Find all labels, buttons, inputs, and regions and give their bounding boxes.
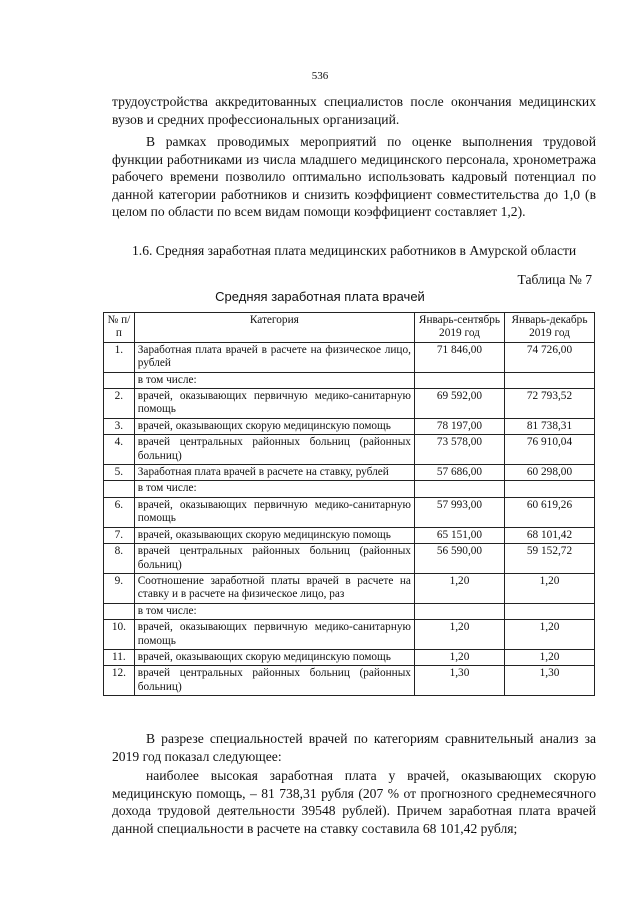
row-value-jan-sep: 73 578,00 [414, 435, 504, 465]
table-row [104, 435, 595, 465]
row-category: врачей центральных районных больниц (районных больниц) [134, 544, 414, 574]
table-title: Средняя заработная плата врачей [215, 289, 425, 304]
row-value-jan-sep [414, 603, 504, 619]
row-value-jan-dec: 60 619,26 [505, 497, 595, 527]
row-value-jan-sep: 71 846,00 [414, 342, 504, 372]
paragraph-analysis: В разрезе специальностей врачей по категориям сравнительный анализ за 2019 год показал следующее: [112, 731, 596, 764]
row-value-jan-sep: 57 993,00 [414, 497, 504, 527]
row-number: 3. [104, 418, 135, 434]
row-number: 5. [104, 465, 135, 481]
table-row [104, 389, 595, 419]
table-row [104, 544, 595, 574]
header-jan-sep: Январь-сентябрь 2019 год [414, 313, 504, 343]
row-number: 8. [104, 544, 135, 574]
row-value-jan-sep: 78 197,00 [414, 418, 504, 434]
table-row [104, 481, 595, 497]
row-category: в том числе: [134, 481, 414, 497]
row-value-jan-sep: 1,30 [414, 666, 504, 696]
row-number: 1. [104, 342, 135, 372]
row-category: врачей, оказывающих скорую медицинскую помощь [134, 418, 414, 434]
row-number: 4. [104, 435, 135, 465]
table-row [104, 620, 595, 650]
row-number: 10. [104, 620, 135, 650]
row-value-jan-dec: 1,20 [505, 573, 595, 603]
header-jan-dec: Январь-декабрь 2019 год [505, 313, 595, 343]
table-number: Таблица № 7 [517, 272, 592, 287]
row-value-jan-sep: 1,20 [414, 649, 504, 665]
paragraph-measures: В рамках проводимых мероприятий по оценке выполнения трудовой функции работниками из числа младшего медицинского персонала, хронометража рабочего времени позволило оптимально использовать кадровый потенциал по данной категории работников и снизить коэффициент совместительства до 1,0 (в целом по области по всем видам помощи коэффициент составляет 1,2). [112, 134, 596, 219]
row-category: Заработная плата врачей в расчете на ставку, рублей [134, 465, 414, 481]
table-row [104, 497, 595, 527]
row-value-jan-dec: 1,20 [505, 649, 595, 665]
paragraph-highest-salary: наиболее высокая заработная плата у врачей, оказывающих скорую медицинскую помощь, – 81 738,31 рубля (207 % от прогнозного среднемесячного дохода трудовой деятельности 39548 рублей). Причем заработная плата врачей данной специальности в расчете на ставку составила 68 101,42 рубля; [112, 768, 596, 836]
row-number [104, 481, 135, 497]
header-category: Категория [134, 313, 414, 343]
row-value-jan-dec: 60 298,00 [505, 465, 595, 481]
row-category: в том числе: [134, 603, 414, 619]
row-number: 9. [104, 573, 135, 603]
row-category: врачей, оказывающих скорую медицинскую помощь [134, 649, 414, 665]
row-value-jan-dec [505, 603, 595, 619]
table-row [104, 418, 595, 434]
row-value-jan-sep [414, 372, 504, 388]
row-category: врачей, оказывающих скорую медицинскую помощь [134, 527, 414, 543]
table-row [104, 603, 595, 619]
table-row [104, 666, 595, 696]
row-value-jan-sep: 69 592,00 [414, 389, 504, 419]
row-value-jan-dec [505, 481, 595, 497]
header-num: № п/п [104, 313, 135, 343]
row-value-jan-dec: 72 793,52 [505, 389, 595, 419]
row-number: 6. [104, 497, 135, 527]
table-row [104, 527, 595, 543]
table-row [104, 372, 595, 388]
row-value-jan-sep [414, 481, 504, 497]
page-number: 536 [311, 70, 329, 82]
row-category: врачей, оказывающих первичную медико-санитарную помощь [134, 497, 414, 527]
row-number: 11. [104, 649, 135, 665]
table-row [104, 573, 595, 603]
table-row [104, 649, 595, 665]
row-number: 7. [104, 527, 135, 543]
row-value-jan-sep: 57 686,00 [414, 465, 504, 481]
table-row [104, 465, 595, 481]
row-value-jan-dec: 68 101,42 [505, 527, 595, 543]
row-value-jan-dec: 1,20 [505, 620, 595, 650]
row-category: врачей, оказывающих первичную медико-санитарную помощь [134, 389, 414, 419]
row-category: Заработная плата врачей в расчете на физическое лицо, рублей [134, 342, 414, 372]
row-category: в том числе: [134, 372, 414, 388]
row-value-jan-sep: 56 590,00 [414, 544, 504, 574]
row-number: 2. [104, 389, 135, 419]
row-number: 12. [104, 666, 135, 696]
salary-table [103, 312, 595, 696]
row-number [104, 372, 135, 388]
row-category: врачей центральных районных больниц (районных больниц) [134, 435, 414, 465]
row-value-jan-dec: 59 152,72 [505, 544, 595, 574]
section-heading: 1.6. Средняя заработная плата медицинских работников в Амурской области [132, 243, 577, 258]
row-value-jan-sep: 1,20 [414, 573, 504, 603]
row-category: врачей, оказывающих первичную медико-санитарную помощь [134, 620, 414, 650]
row-value-jan-dec: 74 726,00 [505, 342, 595, 372]
row-value-jan-sep: 1,20 [414, 620, 504, 650]
table-row [104, 342, 595, 372]
paragraph-intro: трудоустройства аккредитованных специалистов после окончания медицинских вузов и средних профессиональных организаций. [112, 94, 596, 127]
row-value-jan-dec: 76 910,04 [505, 435, 595, 465]
row-category: Соотношение заработной платы врачей в расчете на ставку и в расчете на физическое лицо, раз [134, 573, 414, 603]
row-value-jan-dec: 1,30 [505, 666, 595, 696]
row-value-jan-dec: 81 738,31 [505, 418, 595, 434]
row-category: врачей центральных районных больниц (районных больниц) [134, 666, 414, 696]
row-number [104, 603, 135, 619]
row-value-jan-dec [505, 372, 595, 388]
table-body [104, 342, 595, 695]
table-header-row [104, 313, 595, 343]
row-value-jan-sep: 65 151,00 [414, 527, 504, 543]
